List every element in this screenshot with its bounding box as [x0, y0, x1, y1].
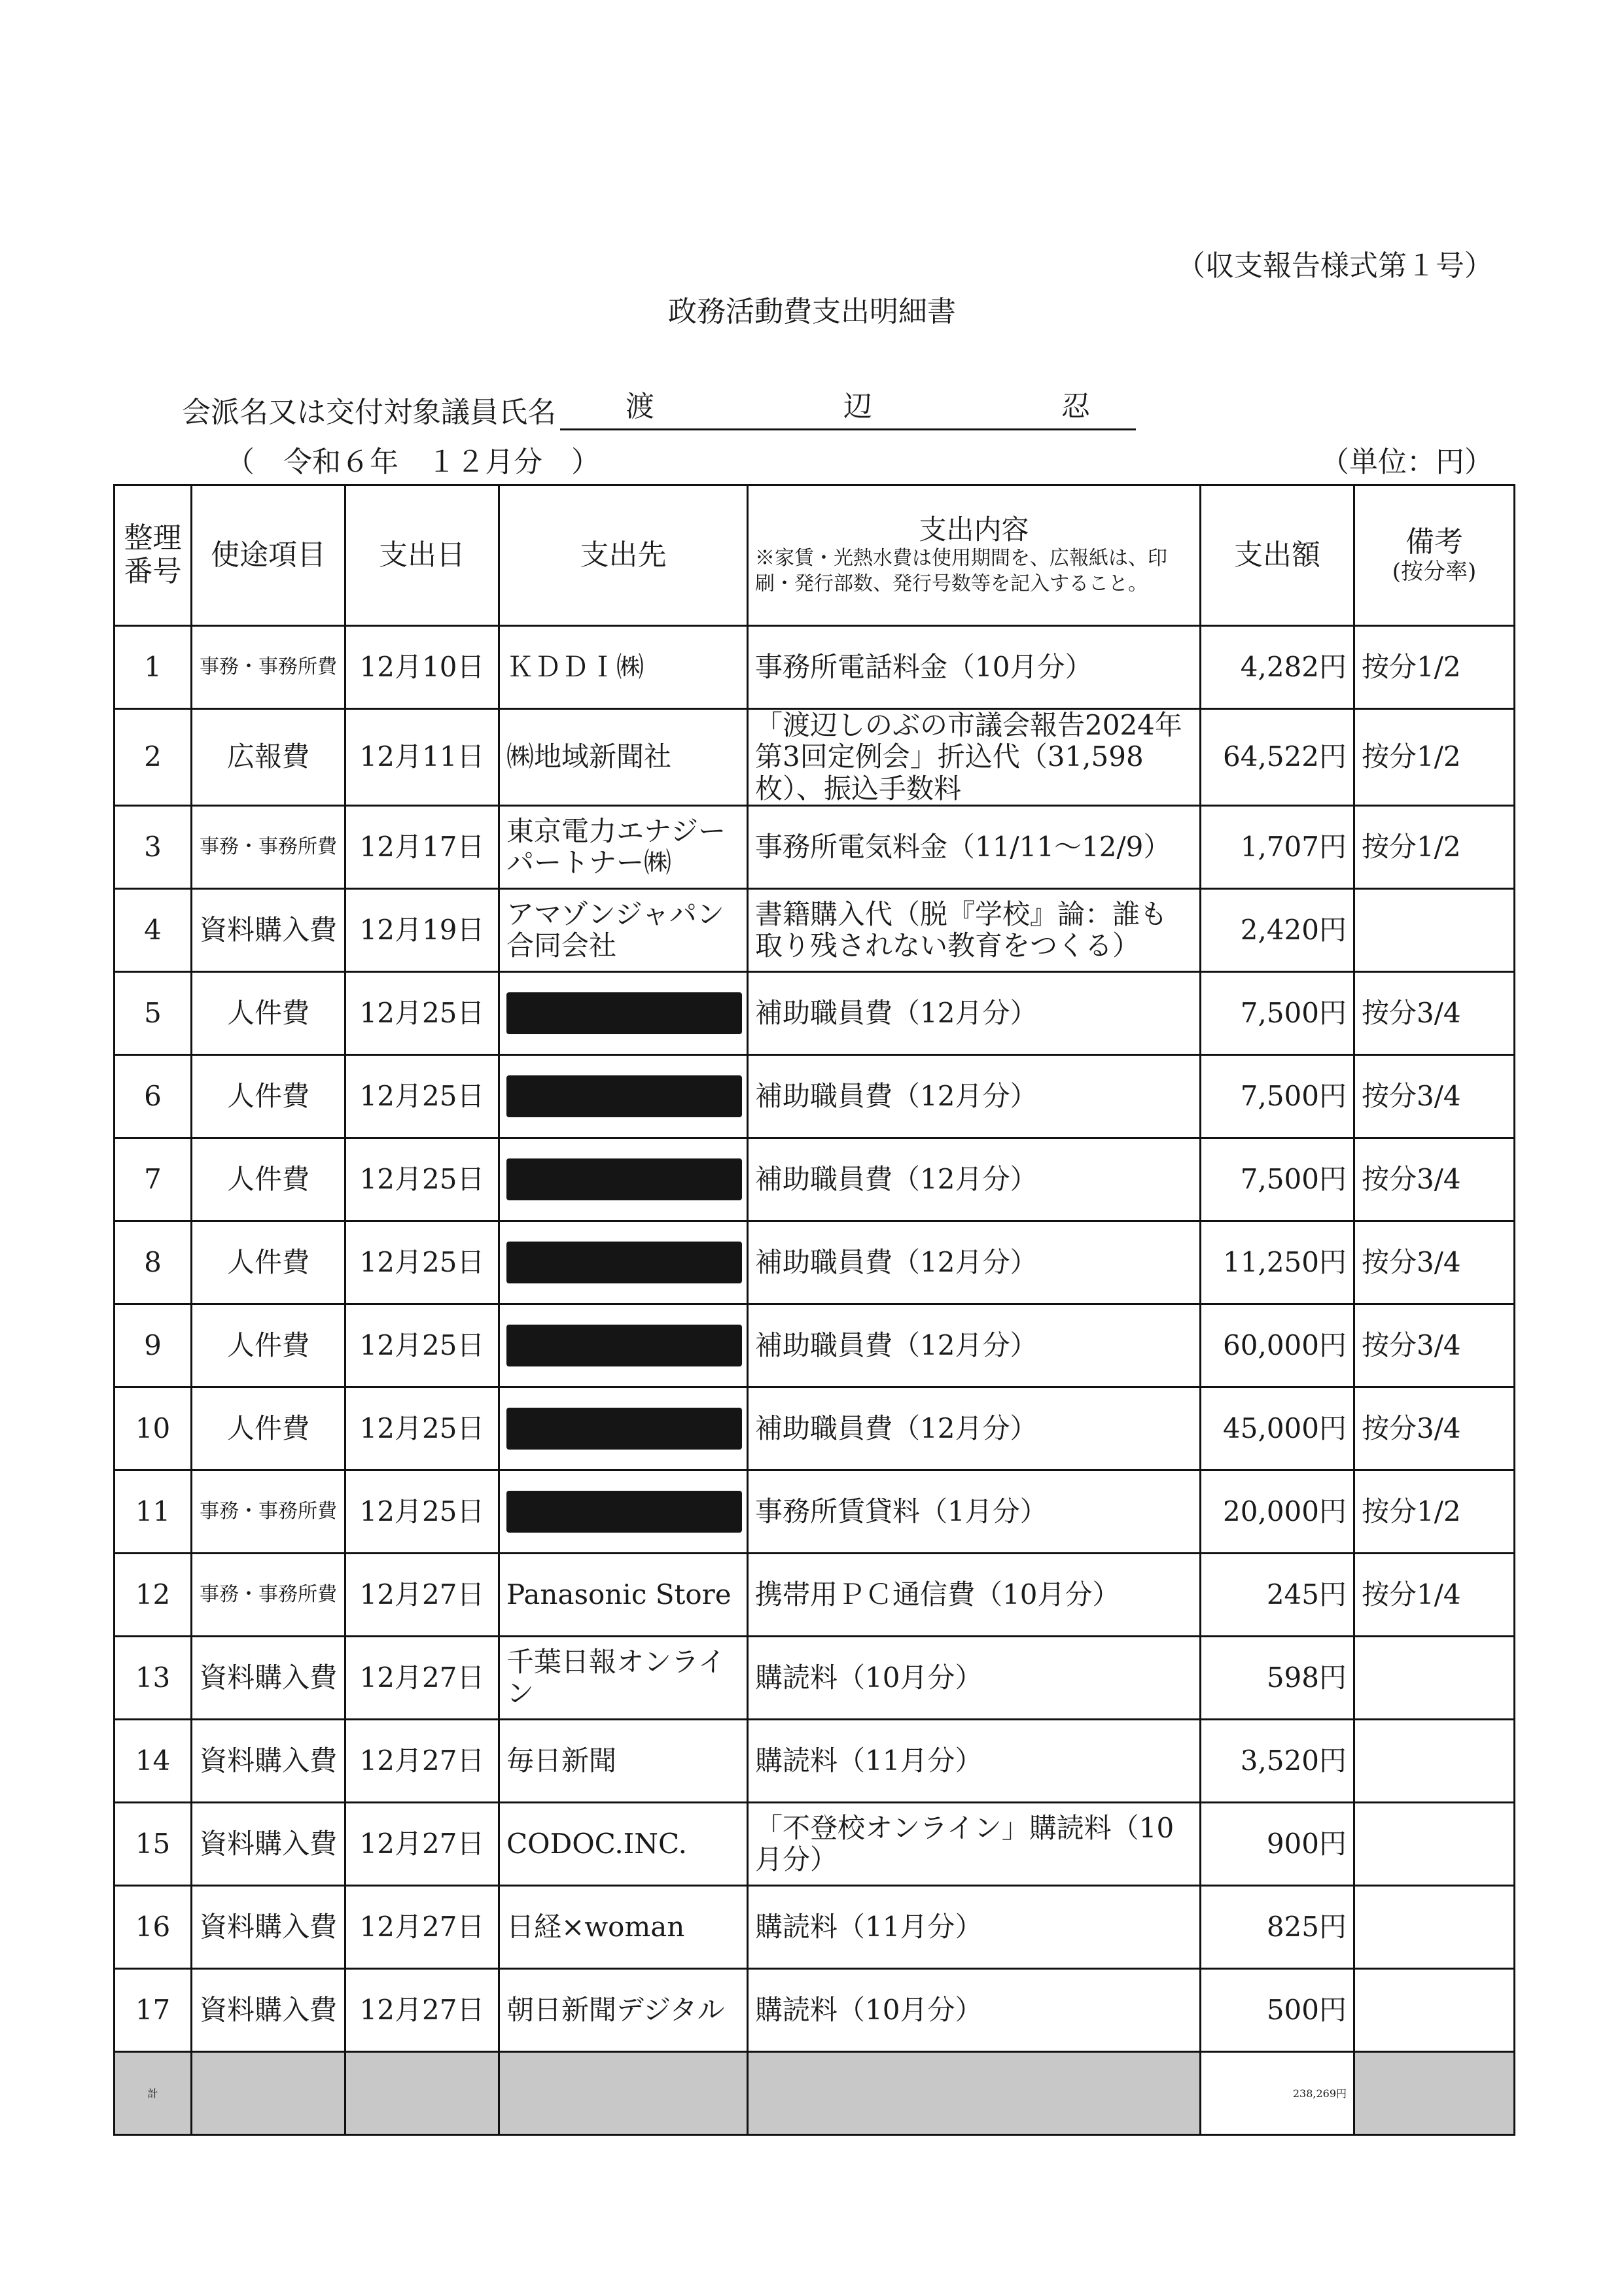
header-content-title: 支出内容: [919, 513, 1029, 546]
row-payee: [499, 971, 748, 1054]
expense-table: [113, 484, 1515, 2136]
table-row: [115, 1636, 1515, 1719]
row-no: 11: [115, 1470, 192, 1553]
header-payee: 支出先: [499, 485, 748, 626]
period: （ 令和６年 １２月分 ）: [226, 445, 600, 479]
member-name-part: 辺: [843, 390, 872, 423]
row-content: 事務所電話料金（10月分）: [748, 626, 1201, 709]
row-amount: 2,420円: [1201, 888, 1354, 971]
row-amount: 20,000円: [1201, 1470, 1354, 1553]
row-payee: 千葉日報オンライン: [499, 1636, 748, 1719]
table-row: [115, 1221, 1515, 1304]
redaction-bar: [506, 1325, 742, 1366]
row-date: 12月25日: [345, 1470, 499, 1553]
row-payee: [499, 1387, 748, 1470]
member-line: [182, 383, 1136, 430]
row-payee: [499, 1304, 748, 1387]
member-name-part: 忍: [1061, 390, 1090, 423]
member-name: [560, 383, 1136, 430]
row-date: 12月27日: [345, 1553, 499, 1636]
member-name-part: 渡: [626, 390, 654, 423]
row-content: 事務所電気料金（11/11～12/9）: [748, 805, 1201, 888]
row-payee: [499, 1221, 748, 1304]
row-amount: 3,520円: [1201, 1719, 1354, 1802]
row-amount: 64,522円: [1201, 709, 1354, 806]
row-note: [1354, 1885, 1515, 1968]
table-row: [115, 888, 1515, 971]
row-note: 按分1/2: [1354, 709, 1515, 806]
row-amount: 7,500円: [1201, 1138, 1354, 1221]
row-content: 書籍購入代（脱『学校』論：誰も取り残されない教育をつくる）: [748, 888, 1201, 971]
table-row: [115, 1968, 1515, 2051]
row-payee: 朝日新聞デジタル: [499, 1968, 748, 2051]
row-note: 按分1/2: [1354, 805, 1515, 888]
total-empty-cell: [748, 2051, 1201, 2134]
row-payee: CODOC.INC.: [499, 1802, 748, 1885]
table-row: [115, 1138, 1515, 1221]
header-note-title: 備考: [1405, 525, 1463, 559]
table-row: [115, 1387, 1515, 1470]
total-row: [115, 2051, 1515, 2134]
row-amount: 1,707円: [1201, 805, 1354, 888]
row-content: 補助職員費（12月分）: [748, 1054, 1201, 1138]
document-title: 政務活動費支出明細書: [668, 295, 956, 328]
row-purpose: 資料購入費: [192, 1636, 345, 1719]
row-content: 購読料（10月分）: [748, 1968, 1201, 2051]
row-date: 12月25日: [345, 1054, 499, 1138]
row-date: 12月10日: [345, 626, 499, 709]
row-amount: 45,000円: [1201, 1387, 1354, 1470]
row-amount: 7,500円: [1201, 971, 1354, 1054]
row-no: 14: [115, 1719, 192, 1802]
row-purpose: 資料購入費: [192, 1719, 345, 1802]
header-amount: 支出額: [1201, 485, 1354, 626]
row-content: 携帯用ＰＣ通信費（10月分）: [748, 1553, 1201, 1636]
table-row: [115, 1304, 1515, 1387]
row-date: 12月27日: [345, 1719, 499, 1802]
row-no: 13: [115, 1636, 192, 1719]
row-content: 購読料（10月分）: [748, 1636, 1201, 1719]
row-content: 購読料（11月分）: [748, 1885, 1201, 1968]
total-empty-cell: [192, 2051, 345, 2134]
row-no: 15: [115, 1802, 192, 1885]
row-purpose: 資料購入費: [192, 1968, 345, 2051]
row-purpose: 事務・事務所費: [192, 1470, 345, 1553]
row-no: 4: [115, 888, 192, 971]
row-note: 按分3/4: [1354, 1054, 1515, 1138]
row-payee: [499, 1138, 748, 1221]
row-date: 12月11日: [345, 709, 499, 806]
total-empty-cell: [345, 2051, 499, 2134]
row-purpose: 広報費: [192, 709, 345, 806]
row-amount: 7,500円: [1201, 1054, 1354, 1138]
row-content: 購読料（11月分）: [748, 1719, 1201, 1802]
row-date: 12月19日: [345, 888, 499, 971]
row-date: 12月27日: [345, 1968, 499, 2051]
table-row: [115, 1802, 1515, 1885]
row-note: [1354, 1636, 1515, 1719]
row-no: 16: [115, 1885, 192, 1968]
row-no: 7: [115, 1138, 192, 1221]
total-empty-cell: [1354, 2051, 1515, 2134]
row-amount: 598円: [1201, 1636, 1354, 1719]
row-content: 補助職員費（12月分）: [748, 1138, 1201, 1221]
row-payee: ㈱地域新聞社: [499, 709, 748, 806]
row-purpose: 事務・事務所費: [192, 805, 345, 888]
row-note: 按分3/4: [1354, 1138, 1515, 1221]
header-purpose: 使途項目: [192, 485, 345, 626]
row-payee: Panasonic Store: [499, 1553, 748, 1636]
row-note: 按分1/2: [1354, 626, 1515, 709]
row-amount: 900円: [1201, 1802, 1354, 1885]
row-date: 12月25日: [345, 971, 499, 1054]
row-content: 補助職員費（12月分）: [748, 1387, 1201, 1470]
row-payee: 日経×woman: [499, 1885, 748, 1968]
row-no: 1: [115, 626, 192, 709]
total-amount: 238,269円: [1201, 2051, 1354, 2134]
row-payee: 東京電力エナジーパートナー㈱: [499, 805, 748, 888]
row-payee: [499, 1470, 748, 1553]
form-number: （収支報告様式第１号）: [1176, 249, 1493, 283]
redaction-bar: [506, 1408, 742, 1450]
table-row: [115, 1470, 1515, 1553]
header-note: [1354, 485, 1515, 626]
row-no: 8: [115, 1221, 192, 1304]
table-row: [115, 1719, 1515, 1802]
total-empty-cell: [499, 2051, 748, 2134]
row-date: 12月25日: [345, 1387, 499, 1470]
row-no: 12: [115, 1553, 192, 1636]
row-date: 12月25日: [345, 1221, 499, 1304]
row-no: 5: [115, 971, 192, 1054]
table-row: [115, 805, 1515, 888]
unit-label: （単位：円）: [1320, 445, 1493, 479]
row-amount: 245円: [1201, 1553, 1354, 1636]
redaction-bar: [506, 992, 742, 1034]
row-content: 「不登校オンライン」購読料（10月分）: [748, 1802, 1201, 1885]
row-date: 12月25日: [345, 1304, 499, 1387]
row-no: 2: [115, 709, 192, 806]
row-amount: 825円: [1201, 1885, 1354, 1968]
redaction-bar: [506, 1491, 742, 1533]
header-content-note: ※家賃・光熱水費は使用期間を、広報紙は、印刷・発行部数、発行号数等を記入すること。: [755, 547, 1167, 596]
header-date: 支出日: [345, 485, 499, 626]
row-note: 按分3/4: [1354, 1304, 1515, 1387]
row-no: 3: [115, 805, 192, 888]
row-purpose: 事務・事務所費: [192, 626, 345, 709]
row-date: 12月27日: [345, 1802, 499, 1885]
header-note-sub: (按分率): [1392, 558, 1477, 585]
row-content: 補助職員費（12月分）: [748, 1304, 1201, 1387]
row-date: 12月25日: [345, 1138, 499, 1221]
redaction-bar: [506, 1075, 742, 1117]
table-row: [115, 1054, 1515, 1138]
row-no: 9: [115, 1304, 192, 1387]
row-amount: 11,250円: [1201, 1221, 1354, 1304]
row-note: 按分3/4: [1354, 1221, 1515, 1304]
row-note: [1354, 888, 1515, 971]
member-label: 会派名又は交付対象議員氏名: [182, 396, 556, 429]
row-no: 6: [115, 1054, 192, 1138]
row-payee: アマゾンジャパン合同会社: [499, 888, 748, 971]
row-note: [1354, 1802, 1515, 1885]
total-label: 計: [115, 2051, 192, 2134]
header-content: [748, 485, 1201, 626]
row-purpose: 人件費: [192, 971, 345, 1054]
redaction-bar: [506, 1242, 742, 1283]
table-row: [115, 971, 1515, 1054]
row-purpose: 資料購入費: [192, 888, 345, 971]
row-note: 按分3/4: [1354, 971, 1515, 1054]
row-note: [1354, 1719, 1515, 1802]
row-note: 按分3/4: [1354, 1387, 1515, 1470]
row-payee: ＫＤＤＩ㈱: [499, 626, 748, 709]
row-date: 12月27日: [345, 1636, 499, 1719]
row-no: 17: [115, 1968, 192, 2051]
row-amount: 500円: [1201, 1968, 1354, 2051]
row-content: 「渡辺しのぶの市議会報告2024年第3回定例会」折込代（31,598枚）、振込手数料: [748, 709, 1201, 806]
row-purpose: 事務・事務所費: [192, 1553, 345, 1636]
header-no: 整理番号: [115, 485, 192, 626]
row-no: 10: [115, 1387, 192, 1470]
header-row: [115, 485, 1515, 626]
row-amount: 60,000円: [1201, 1304, 1354, 1387]
row-note: 按分1/2: [1354, 1470, 1515, 1553]
table-row: [115, 1553, 1515, 1636]
row-amount: 4,282円: [1201, 626, 1354, 709]
table-row: [115, 626, 1515, 709]
row-note: 按分1/4: [1354, 1553, 1515, 1636]
row-content: 補助職員費（12月分）: [748, 1221, 1201, 1304]
row-content: 補助職員費（12月分）: [748, 971, 1201, 1054]
row-purpose: 資料購入費: [192, 1885, 345, 1968]
row-payee: [499, 1054, 748, 1138]
row-note: [1354, 1968, 1515, 2051]
row-purpose: 人件費: [192, 1387, 345, 1470]
row-purpose: 人件費: [192, 1054, 345, 1138]
row-date: 12月27日: [345, 1885, 499, 1968]
row-purpose: 人件費: [192, 1221, 345, 1304]
redaction-bar: [506, 1158, 742, 1200]
row-purpose: 人件費: [192, 1304, 345, 1387]
row-payee: 毎日新聞: [499, 1719, 748, 1802]
row-purpose: 資料購入費: [192, 1802, 345, 1885]
table-row: [115, 709, 1515, 806]
row-purpose: 人件費: [192, 1138, 345, 1221]
row-date: 12月17日: [345, 805, 499, 888]
table-row: [115, 1885, 1515, 1968]
row-content: 事務所賃貸料（1月分）: [748, 1470, 1201, 1553]
